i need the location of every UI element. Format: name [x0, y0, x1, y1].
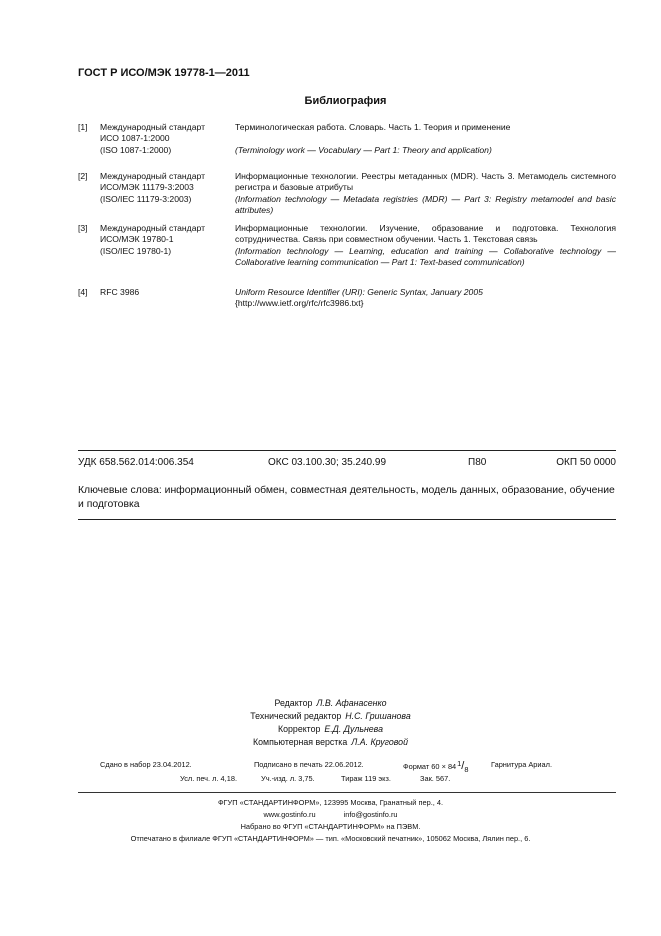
entry-standard — [100, 287, 235, 298]
description-en: Uniform Resource Identifier (URI): Generic Syntax, January 2005 — [235, 287, 483, 297]
entry-number: [2] — [78, 171, 88, 181]
description-ru: Терминологическая работа. Словарь. Часть 1. Теория и применение — [235, 122, 511, 132]
standard-line: ИСО/МЭК 11179-3:2003 — [100, 182, 194, 193]
entry-number: [3] — [78, 223, 88, 233]
entry-standard — [100, 122, 235, 156]
standard-line: (ISO/IEC 11179-3:2003) — [100, 193, 192, 204]
format-fraction-den: 8 — [464, 765, 469, 774]
staff-role: Редактор — [274, 698, 313, 708]
staff-person: Е.Д. Дульнева — [324, 724, 383, 734]
entry-standard — [100, 171, 235, 205]
udk-code: УДК 658.562.014:006.354 — [78, 457, 194, 468]
bibliography-entry-2 — [78, 171, 616, 217]
footer-contacts — [0, 809, 661, 821]
description-url: {http://www.ietf.org/rfc/rfc3986.txt} — [235, 298, 364, 309]
keywords: Ключевые слова: информационный обмен, совместная деятельность, модель данных, образование, обучение и подготовка — [78, 485, 615, 510]
oks-code: ОКС 03.100.30; 35.240.99 — [268, 457, 387, 468]
standard-line: (ISO 1087-1:2000) — [100, 144, 172, 155]
footer-website: www.gostinfo.ru — [263, 810, 316, 819]
description-ru: Информационные технологии. Изучение, образование и подготовка. Технология сотрудничества. Связь при совместном обучении. Часть 1. Текстовая связь — [235, 223, 616, 245]
keywords-bottom-rule — [78, 519, 616, 520]
codes-top-rule — [78, 450, 616, 451]
standard-line: Международный стандарт — [100, 171, 206, 181]
bibliography-title: Библиография — [304, 95, 387, 107]
entry-description — [235, 122, 616, 156]
format-fraction-num: 1 — [457, 759, 462, 768]
staff-tech-editor — [0, 711, 661, 721]
bibliography-entry-1 — [78, 122, 616, 158]
print-tirazh: Тираж 119 экз. — [341, 774, 391, 783]
staff-person: Л.В. Афанасенко — [316, 698, 387, 708]
entry-standard — [100, 223, 235, 257]
standard-line: Международный стандарт — [100, 223, 206, 233]
entry-number: [4] — [78, 287, 88, 297]
staff-person: Л.А. Круговой — [351, 737, 408, 747]
footer-printed: Отпечатано в филиале ФГУП «СТАНДАРТИНФОРМ» — тип. «Московский печатник», 105062 Москва, Лялин пер., 6. — [130, 834, 531, 843]
staff-role: Корректор — [278, 724, 321, 734]
print-format — [403, 760, 468, 772]
staff-role: Технический редактор — [250, 711, 342, 721]
staff-corrector — [0, 724, 661, 734]
standard-line: (ISO/IEC 19780-1) — [100, 245, 172, 256]
footer-email: info@gostinfo.ru — [343, 810, 398, 819]
description-en: (Information technology — Learning, education and training — Collaborative technology — Collaborative learning communication — Part 1: Text-based communication) — [235, 245, 616, 268]
standard-line: RFC 3986 — [100, 287, 140, 297]
description-ru: Информационные технологии. Реестры метаданных (MDR). Часть 3. Метамодель системного регистра и базовые атрибуты — [235, 171, 616, 193]
document-header: ГОСТ Р ИСО/МЭК 19778-1—2011 — [78, 67, 250, 79]
entry-number: [1] — [78, 122, 88, 132]
okp-code: ОКП 50 0000 — [556, 457, 616, 468]
footer-publisher: ФГУП «СТАНДАРТИНФОРМ», 123995 Москва, Гранатный пер., 4. — [217, 798, 444, 807]
print-sent: Сдано в набор 23.04.2012. — [100, 760, 192, 769]
entry-description — [235, 287, 616, 310]
staff-role: Компьютерная верстка — [253, 737, 348, 747]
standard-line: ИСО/МЭК 19780-1 — [100, 234, 174, 245]
footer-typeset: Набрано во ФГУП «СТАНДАРТИНФОРМ» на ПЭВМ. — [240, 822, 421, 831]
footer — [0, 797, 661, 845]
print-usl: Усл. печ. л. 4,18. — [180, 774, 237, 783]
entry-description — [235, 171, 616, 217]
standard-line: ИСО 1087-1:2000 — [100, 133, 170, 144]
description-en: (Information technology — Metadata registries (MDR) — Part 3: Registry metamodel and basic attributes) — [235, 193, 616, 216]
print-uch: Уч.-изд. л. 3,75. — [261, 774, 315, 783]
format-text: Формат 60 × 84 — [403, 762, 457, 771]
staff-editor — [0, 698, 661, 708]
footer-rule — [78, 792, 616, 793]
bibliography-entry-3 — [78, 223, 616, 281]
print-font: Гарнитура Ариал. — [491, 760, 553, 769]
staff-layout — [0, 737, 661, 747]
description-en: (Terminology work — Vocabulary — Part 1: Theory and application) — [235, 144, 492, 155]
standard-line: Международный стандарт — [100, 122, 206, 132]
staff-person: Н.С. Гришанова — [345, 711, 411, 721]
fraction-slash: / — [461, 760, 465, 772]
print-signed: Подписано в печать 22.06.2012. — [254, 760, 364, 769]
p-code: П80 — [468, 457, 487, 468]
bibliography-entry-4 — [78, 287, 616, 311]
print-zak: Зак. 567. — [420, 774, 451, 783]
entry-description — [235, 223, 616, 269]
